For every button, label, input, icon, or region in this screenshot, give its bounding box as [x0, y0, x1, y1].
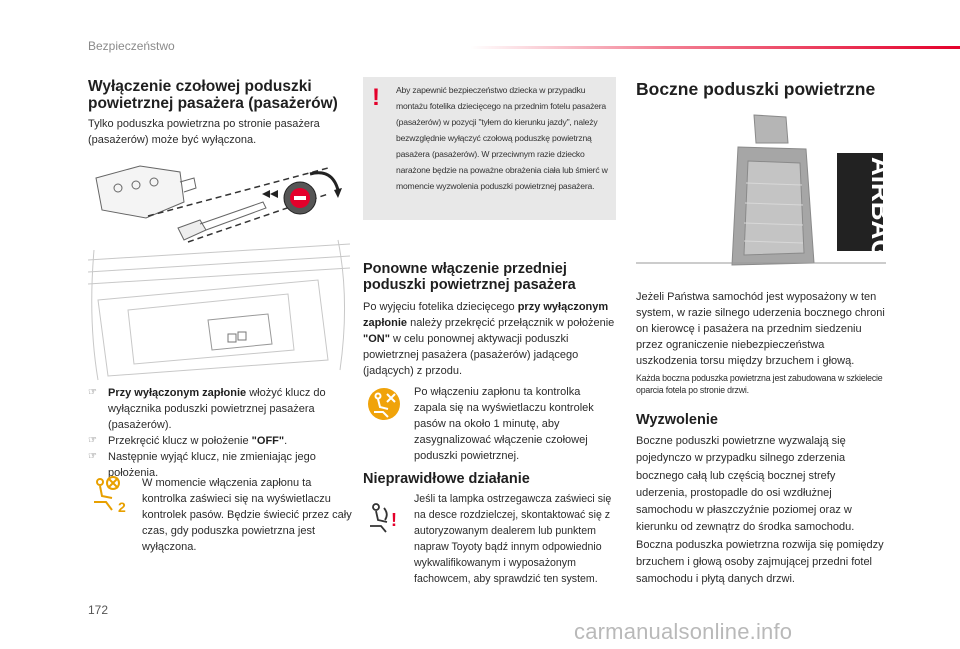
- reactivate-heading: Ponowne włączenie przedniej poduszki powietrznej pasażera: [363, 261, 576, 293]
- left-intro: Tylko poduszka powietrzna po stronie pasażera (pasażerów) może być wyłączona.: [88, 118, 320, 146]
- page-number: 172: [88, 603, 109, 617]
- step-1: [88, 385, 353, 433]
- side-airbags-heading: Boczne poduszki powietrzne: [636, 79, 876, 99]
- airbag-off-note: W momencie włączenia zapłonu ta kontrolka zaświeci się na wyświetlaczu kontrolek pasów. Będzie świecić przez cały czas, gdy poduszka powietrzna jest wyłączona.: [142, 477, 352, 553]
- side-airbags-description: Jeżeli Państwa samochód jest wyposażony w ten system, w razie silnego uderzenia bocznego chroni on kierowcę i pasażera na przednim siedzeniu przez ograniczenie niebezpieczeństwa uszkodzenia torsu między brzuchem i głową.: [636, 291, 885, 367]
- dashboard-illustration: [88, 240, 350, 380]
- warning-text: Aby zapewnić bezpieczeństwo dziecka w przypadku montażu fotelika dziecięcego na przednim fotelu pasażera (pasażerów) w pozycji "tyłem do kierunku jazdy", należy bezwzględnie wyłączyć czołową poduszkę powietrzną pasażera (pasażerów). W przeciwnym razie dziecko narażone będzie na poważne obrażenia ciała lub śmierć w momencie wyzwolenia poduszki powietrznej pasażera.: [396, 85, 608, 191]
- reactivate-mid: należy przekręcić przełącznik w położenie: [407, 317, 615, 329]
- left-heading: Wyłączenie czołowej poduszki powietrznej pasażera (pasażerów): [88, 78, 338, 112]
- reactivate-pre: Po wyjęciu fotelika dziecięcego: [363, 301, 518, 313]
- section-title: Bezpieczeństwo: [88, 39, 175, 53]
- step-2-pre: Przekręcić klucz w położenie: [108, 435, 252, 447]
- reactivate-text: [363, 299, 617, 379]
- watermark: carmanualsonline.info: [574, 619, 793, 644]
- side-airbags-location-note: Każda boczna poduszka powietrzna jest zabudowana w szkielecie oparcia fotela po stronie drzwi.: [636, 373, 883, 395]
- right-arrow-icon: ☞: [88, 435, 97, 446]
- malfunction-heading: Nieprawidłowe działanie: [363, 471, 530, 487]
- step-2-text: .: [284, 435, 288, 447]
- reactivate-post: w celu ponownej aktywacji poduszki powietrznej pasażera (pasażerów) jadącego (jadących) z przodu.: [363, 333, 579, 377]
- trigger-heading: Wyzwolenie: [636, 412, 718, 428]
- right-arrow-icon: ☞: [88, 387, 97, 398]
- airbag-label: AIRBAG: [866, 157, 896, 260]
- malfunction-text: Jeśli ta lampka ostrzegawcza zaświeci się na desce rozdzielczej, skontaktować się z autoryzowanym dealerem lub punktem napraw Toyoty bądź innym odpowiednio wykwalifikowanym i wyposażonym fachowcem, aby sprawdzić ten system.: [414, 493, 612, 585]
- airbag-off-indicator-icon: [90, 474, 130, 514]
- header-accent-line: [470, 46, 960, 49]
- step-1-text: włożyć klucz do wyłącznika poduszki powietrznej pasażera (pasażerów).: [108, 387, 326, 431]
- step-2: [88, 433, 353, 449]
- trigger-text: Boczne poduszki powietrzne wyzwalają się pojedynczo w przypadku silnego zderzenia bocznego całą lub częścią bocznej strefy uderzenia, prostopadle do osi wzdłużnej samochodu w płaszczyźnie poziomej oraz w kierunku od zewnątrz do środka samochodu. Boczna poduszka powietrzna rozwija się pomiędzy brzuchem i głową osoby zajmującej przedni fotel samochodu i płytą danych drzwi.: [636, 435, 884, 586]
- step-2-bold: "OFF": [251, 435, 285, 447]
- airbag-warning-icon: [367, 500, 401, 534]
- warning-exclamation-icon: !: [372, 84, 380, 111]
- svg-text:2: 2: [118, 499, 126, 515]
- step-3-text: Następnie wyjąć klucz, nie zmieniając jego położenia.: [108, 451, 316, 479]
- reactivate-bold-1: przy wyłączonym zapłonie: [363, 301, 609, 329]
- seat-airbag-illustration: [636, 113, 896, 280]
- reactivate-bold-2: "ON": [363, 333, 390, 345]
- airbag-on-indicator-icon: [367, 387, 401, 421]
- svg-text:!: !: [391, 510, 397, 530]
- right-arrow-icon: ☞: [88, 451, 97, 462]
- indicator-note: Po włączeniu zapłonu ta kontrolka zapala się na wyświetlaczu kontrolek pasów na około 1 minutę, aby zasygnalizować włączenie czołowej poduszki powietrznej.: [414, 386, 594, 462]
- step-1-bold: Przy wyłączonym zapłonie: [108, 387, 247, 399]
- switch-off-steps: [88, 385, 353, 481]
